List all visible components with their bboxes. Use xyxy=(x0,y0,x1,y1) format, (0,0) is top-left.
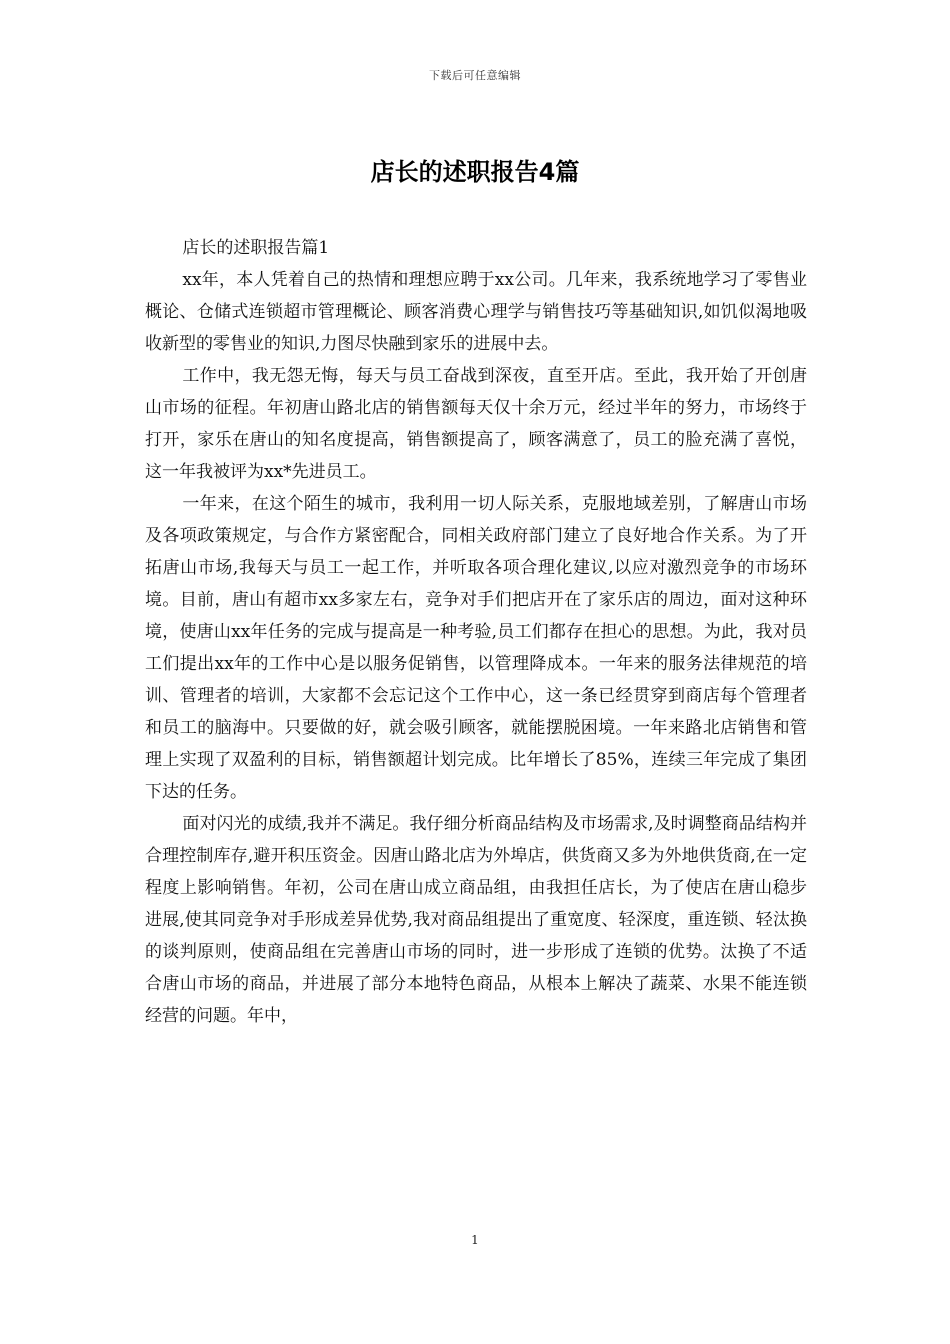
document-body xyxy=(145,232,807,1032)
paragraph-2: 工作中，我无怨无悔，每天与员工奋战到深夜，直至开店。至此，我开始了开创唐山市场的征程。年初唐山路北店的销售额每天仅十余万元，经过半年的努力，市场终于打开，家乐在唐山的知名度提高，销售额提高了，顾客满意了，员工的脸充满了喜悦，这一年我被评为xx*先进员工。 xyxy=(145,366,807,482)
paragraph-4: 面对闪光的成绩,我并不满足。我仔细分析商品结构及市场需求,及时调整商品结构并合理控制库存,避开积压资金。因唐山路北店为外埠店，供货商又多为外地供货商,在一定程度上影响销售。年初，公司在唐山成立商品组，由我担任店长，为了使店在唐山稳步进展,使其同竞争对手形成差异优势,我对商品组提出了重宽度、轻深度，重连锁、轻汰换的谈判原则，使商品组在完善唐山市场的同时，进一步形成了连锁的优势。汰换了不适合唐山市场的商品，并进展了部分本地特色商品，从根本上解决了蔬菜、水果不能连锁经营的问题。年中， xyxy=(145,814,807,1026)
paragraph-1: xx年，本人凭着自己的热情和理想应聘于xx公司。几年来，我系统地学习了零售业概论、仓储式连锁超市管理概论、顾客消费心理学与销售技巧等基础知识,如饥似渴地吸收新型的零售业的知识,力图尽快融到家乐的进展中去。 xyxy=(145,270,807,354)
page-header-note: 下载后可任意编辑 xyxy=(429,69,521,82)
document-title: 店长的述职报告4篇 xyxy=(370,158,580,186)
paragraph-3: 一年来，在这个陌生的城市，我利用一切人际关系，克服地域差别，了解唐山市场及各项政策规定，与合作方紧密配合，同相关政府部门建立了良好地合作关系。为了开拓唐山市场,我每天与员工一起工作，并听取各项合理化建议,以应对激烈竞争的市场环境。目前，唐山有超市xx多家左右，竞争对手们把店开在了家乐店的周边，面对这种环境，使唐山xx年任务的完成与提高是一种考验,员工们都存在担心的思想。为此，我对员工们提出xx年的工作中心是以服务促销售，以管理降成本。一年来的服务法律规范的培训、管理者的培训，大家都不会忘记这个工作中心，这一条已经贯穿到商店每个管理者和员工的脑海中。只要做的好，就会吸引顾客，就能摆脱困境。一年来路北店销售和管理上实现了双盈利的目标，销售额超计划完成。比年增长了85%，连续三年完成了集团下达的任务。 xyxy=(145,494,807,802)
section-heading: 店长的述职报告篇1 xyxy=(182,238,330,258)
page-number: 1 xyxy=(471,1233,479,1247)
